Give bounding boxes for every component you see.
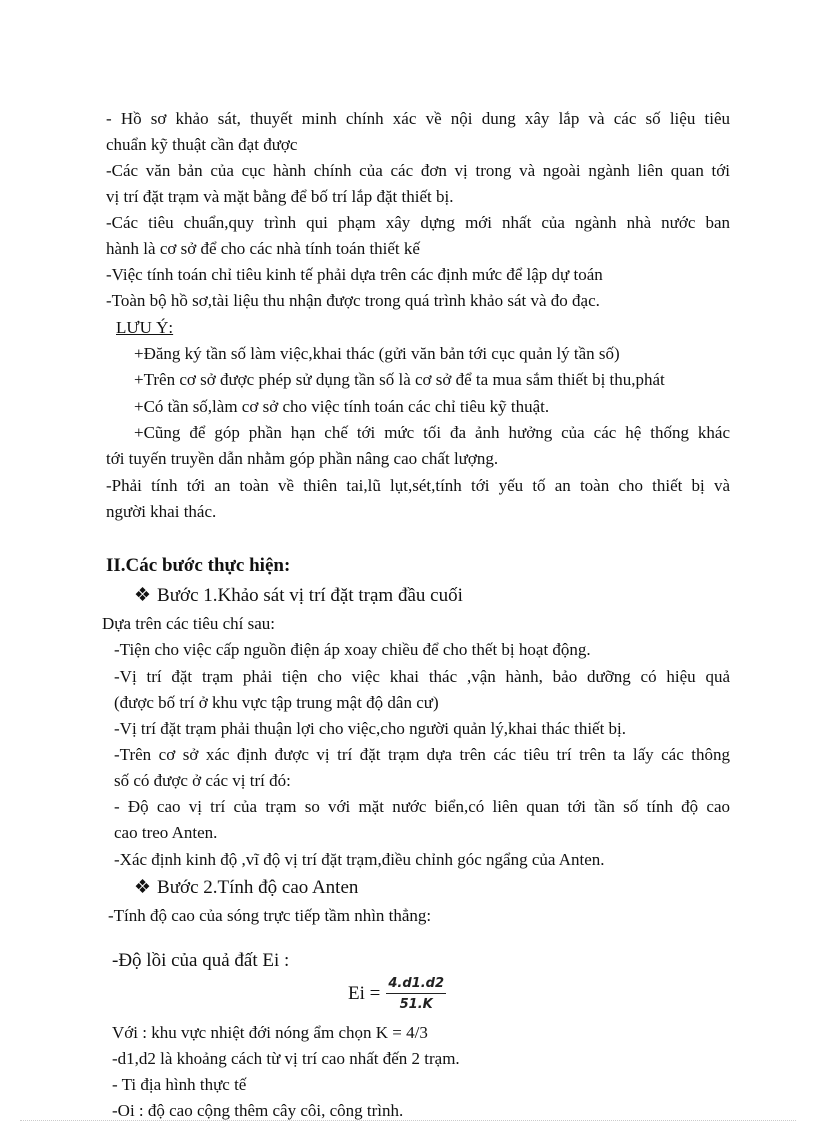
formula-denominator: 51.K (399, 997, 433, 1012)
note-item-4-line2: tới tuyến truyền dẫn nhằm góp phần nâng cao chất lượng. (106, 449, 499, 468)
bulge-title: -Độ lồi của quả đất Ei : (112, 950, 290, 971)
criterion-6: -Xác định kinh độ ,vĩ độ vị trí đặt trạm,điều chỉnh góc ngẩng của Anten. (114, 850, 605, 869)
para2-line1: -Các văn bản của cục hành chính của các đơn vị trong và ngoài ngành liên quan tới (106, 161, 730, 180)
earth-bulge-formula (348, 976, 446, 1012)
criterion-4-line1: -Trên cơ sở xác định được vị trí đặt trạm dựa trên các tiêu trí trên ta lấy các thông (114, 745, 730, 764)
note-item-3: +Có tần số,làm cơ sở cho việc tính toán các chỉ tiêu kỹ thuật. (134, 397, 550, 416)
step1-text: Bước 1.Khảo sát vị trí đặt trạm đầu cuối (157, 585, 463, 606)
note-title: LƯU Ý: (116, 318, 174, 337)
diamond-bullet-icon: ❖ (134, 877, 152, 898)
formula-note-4: -Oi : độ cao cộng thêm cây côi, công trình. (112, 1101, 404, 1120)
criterion-2-line2: (được bố trí ở khu vực tập trung mật độ dân cư) (114, 693, 439, 712)
criterion-5-line2: cao treo Anten. (114, 823, 218, 842)
note-item-1: +Đăng ký tần số làm việc,khai thác (gửi văn bản tới cục quản lý tần số) (134, 344, 620, 363)
los-text: -Tính độ cao của sóng trực tiếp tầm nhìn thẳng: (108, 906, 432, 925)
para3-line1: -Các tiêu chuẩn,quy trình qui phạm xây dựng mới nhất của ngành nhà nước ban (106, 213, 730, 232)
step2-heading (134, 877, 358, 899)
para1-line1: - Hồ sơ khảo sát, thuyết minh chính xác về nội dung xây lắp và các số liệu tiêu (106, 109, 730, 128)
formula-fraction (386, 976, 446, 1012)
note-item-4-line1: +Cũng để góp phần hạn chế tới mức tối đa ảnh hưởng của các hệ thống khác (134, 423, 730, 442)
para2-line2: vị trí đặt trạm và mặt bằng để bố trí lắp đặt thiết bị. (106, 187, 454, 206)
formula-lhs: Ei = (348, 983, 381, 1004)
formula-numerator: 4.d1.d2 (386, 976, 446, 994)
formula-note-1: Với : khu vực nhiệt đới nóng ẩm chọn K = 4/3 (112, 1023, 428, 1042)
criteria-intro: Dựa trên các tiêu chí sau: (102, 614, 275, 633)
para3-line2: hành là cơ sở để cho các nhà tính toán thiết kế (106, 239, 420, 258)
criterion-1: -Tiện cho việc cấp nguồn điện áp xoay chiều để cho thết bị hoạt động. (114, 640, 591, 659)
criterion-5-line1: - Độ cao vị trí của trạm so với mặt nước biển,có liên quan tới tần số tính độ cao (114, 797, 730, 816)
para6-line1: -Phải tính tới an toàn về thiên tai,lũ lụt,sét,tính tới yếu tố an toàn cho thiết bị và (106, 476, 730, 495)
section-heading: II.Các bước thực hiện: (106, 555, 291, 576)
para5: -Toàn bộ hồ sơ,tài liệu thu nhận được trong quá trình khảo sát và đo đạc. (106, 291, 600, 310)
step2-text: Bước 2.Tính độ cao Anten (157, 877, 359, 898)
criterion-2-line1: -Vị trí đặt trạm phải tiện cho việc khai thác ,vận hành, bảo dưỡng có hiệu quả (114, 667, 730, 686)
para6-line2: người khai thác. (106, 502, 217, 521)
page-bottom-rule (20, 1120, 796, 1121)
formula-note-3: - Ti địa hình thực tế (112, 1075, 247, 1094)
para1-line2: chuẩn kỹ thuật cần đạt được (106, 135, 298, 154)
para4: -Việc tính toán chỉ tiêu kinh tế phải dựa trên các định mức để lập dự toán (106, 265, 603, 284)
step1-heading (134, 585, 463, 607)
diamond-bullet-icon: ❖ (134, 585, 152, 606)
criterion-3: -Vị trí đặt trạm phải thuận lợi cho việc,cho người quản lý,khai thác thiết bị. (114, 719, 627, 738)
note-item-2: +Trên cơ sở được phép sử dụng tần số là cơ sở để ta mua sắm thiết bị thu,phát (134, 370, 665, 389)
criterion-4-line2: số có được ở các vị trí đó: (114, 771, 291, 790)
formula-note-2: -d1,d2 là khoảng cách từ vị trí cao nhất đến 2 trạm. (112, 1049, 460, 1068)
